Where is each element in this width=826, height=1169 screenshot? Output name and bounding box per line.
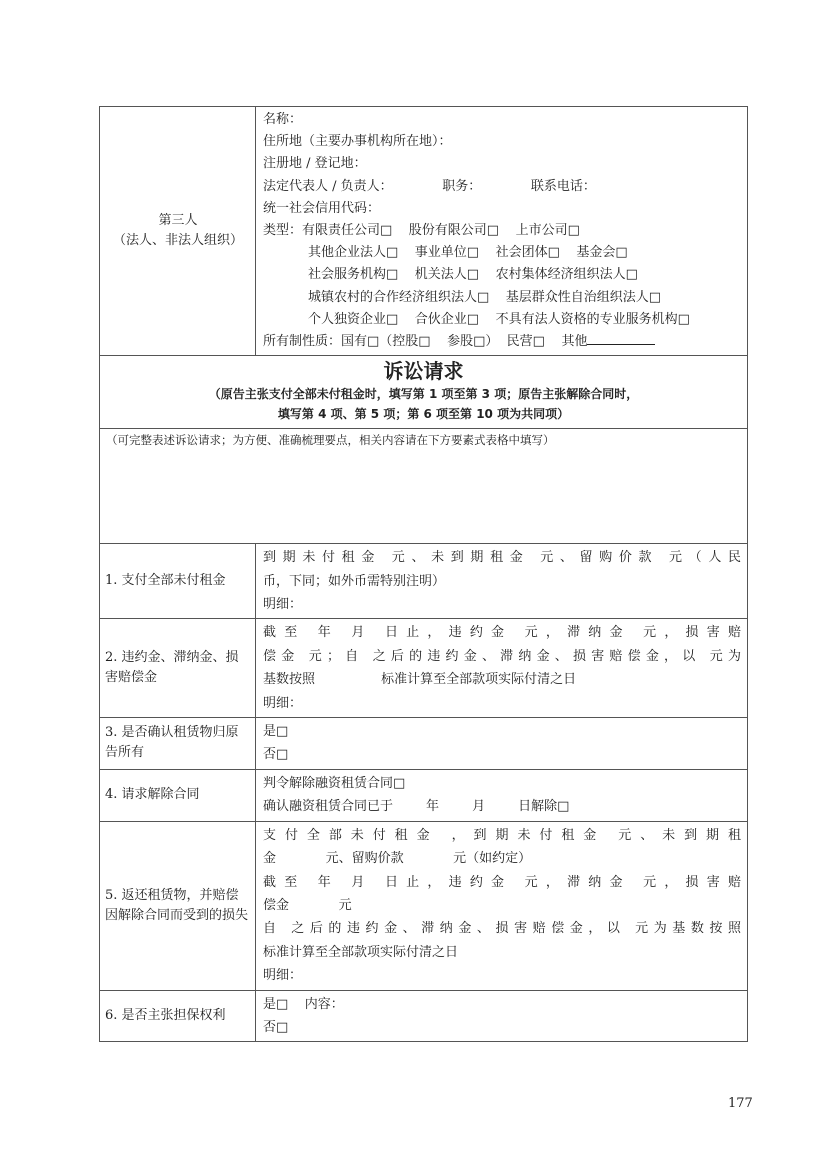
claim-item-5-detail: 明细： [263,968,303,984]
claims-note-1: （原告主张支付全部未付租金时，填写第 1 项至第 3 项；原告主张解除合同时， [208,387,639,402]
field-type-options-3: 城镇农村的合作经济组织法人□ 基层群众性自治组织法人□ [308,289,662,305]
claim-item-5-line: 截至 年 月 日止，违约金 元，滞纳金 元，损害赔 [263,874,741,890]
complaint-form [99,106,748,1042]
claim-item-4 [100,769,747,821]
claim-item-2-line: 截至 年 月 日止，违约金 元，滞纳金 元，损害赔 [263,625,741,641]
field-type-options-1: 其他企业法人□ 事业单位□ 社会团体□ 基金会□ [308,245,628,261]
claim-item-5-line: 金 元、留购价款 元（如约定） [263,851,532,867]
claims-title: 诉讼请求 [383,359,464,384]
claim-item-4-option-confirm[interactable]: 确认融资租赁合同已于 年 月 日解除□ [263,799,570,815]
claims-free-text-area[interactable] [100,428,747,543]
third-party-label-title: 第三人 [158,213,198,229]
claims-note-2: 填写第 4 项、第 5 项；第 6 项至第 10 项为共同项） [277,407,570,422]
claim-item-6-content [256,991,747,1042]
claim-item-3 [100,717,747,769]
claim-item-3-content [256,718,747,769]
claim-item-6 [100,990,747,1042]
claim-item-2 [100,618,747,717]
claim-item-3-label: 3. 是否确认租赁物归原告所有 [100,718,256,769]
claim-item-1 [100,543,747,618]
claim-item-6-option-no[interactable]: 否□ [263,1019,289,1035]
field-type-options-4: 个人独资企业□ 合伙企业□ 不具有法人资格的专业服务机构□ [308,311,690,327]
field-ownership [263,331,741,353]
third-party-fields [256,107,747,355]
third-party-label [100,107,256,355]
field-residence: 住所地（主要办事机构所在地）： [263,134,452,150]
field-name: 名称： [263,112,303,127]
claim-item-4-label: 4. 请求解除合同 [100,770,256,821]
claim-item-2-line: 偿金 元；自 之后的违约金、滞纳金、损害赔偿金，以 元为 [263,648,741,664]
claim-item-5-content [256,822,747,990]
claim-item-2-content [256,619,747,717]
claim-item-1-detail: 明细： [263,597,303,613]
field-type: 类型：有限责任公司□ 股份有限公司□ 上市公司□ [263,223,580,239]
claim-item-5-line: 自 之后的违约金、滞纳金、损害赔偿金，以 元为基数按照 [263,921,741,937]
claim-item-2-line: 基数按照 标准计算至全部款项实际付清之日 [263,672,577,688]
claim-item-4-option-terminate[interactable]: 判令解除融资租赁合同□ [263,775,406,791]
ownership-text: 所有制性质：国有□（控股□ 参股□） 民营□ 其他 [263,334,588,350]
claims-free-text-hint: （可完整表述诉讼请求；为方便、准确梳理要点，相关内容请在下方要素式表格中填写） [106,433,555,448]
claim-item-1-line: 币，下同；如外币需特别注明） [263,573,446,589]
third-party-label-subtitle: （法人、非法人组织） [112,233,243,249]
claim-item-3-option-yes[interactable]: 是□ [263,724,289,740]
claim-item-5-line: 偿金 元 [263,897,352,913]
claim-item-5-label: 5. 返还租赁物，并赔偿因解除合同而受到的损失 [100,822,256,990]
claim-item-2-detail: 明细： [263,695,303,711]
claim-item-1-content [256,544,747,618]
claims-header [100,355,747,428]
ownership-other-blank [587,332,655,345]
claim-item-5-line: 支付全部未付租金 ，到期未付租金 元、未到期租 [263,827,741,843]
field-type-options-2: 社会服务机构□ 机关法人□ 农村集体经济组织法人□ [308,267,638,283]
field-legal-representative: 法定代表人 / 负责人： 职务： 联系电话： [263,178,596,194]
claim-item-4-content [256,770,747,821]
field-registration: 注册地 / 登记地： [263,156,367,172]
claim-item-5-line: 标准计算至全部款项实际付清之日 [263,944,459,960]
third-party-row [100,107,747,355]
field-credit-code: 统一社会信用代码： [263,200,381,216]
claim-item-1-line: 到期未付租金 元、未到期租金 元、留购价款 元（人民 [263,550,741,566]
claim-item-2-label: 2. 违约金、滞纳金、损害赔偿金 [100,619,256,717]
claim-item-1-label: 1. 支付全部未付租金 [100,544,256,618]
claim-item-5 [100,821,747,990]
claim-item-6-label: 6. 是否主张担保权利 [100,991,256,1042]
claim-item-6-option-yes[interactable]: 是□ 内容： [263,996,344,1012]
claim-item-3-option-no[interactable]: 否□ [263,747,289,763]
page-number: 177 [728,1096,753,1111]
